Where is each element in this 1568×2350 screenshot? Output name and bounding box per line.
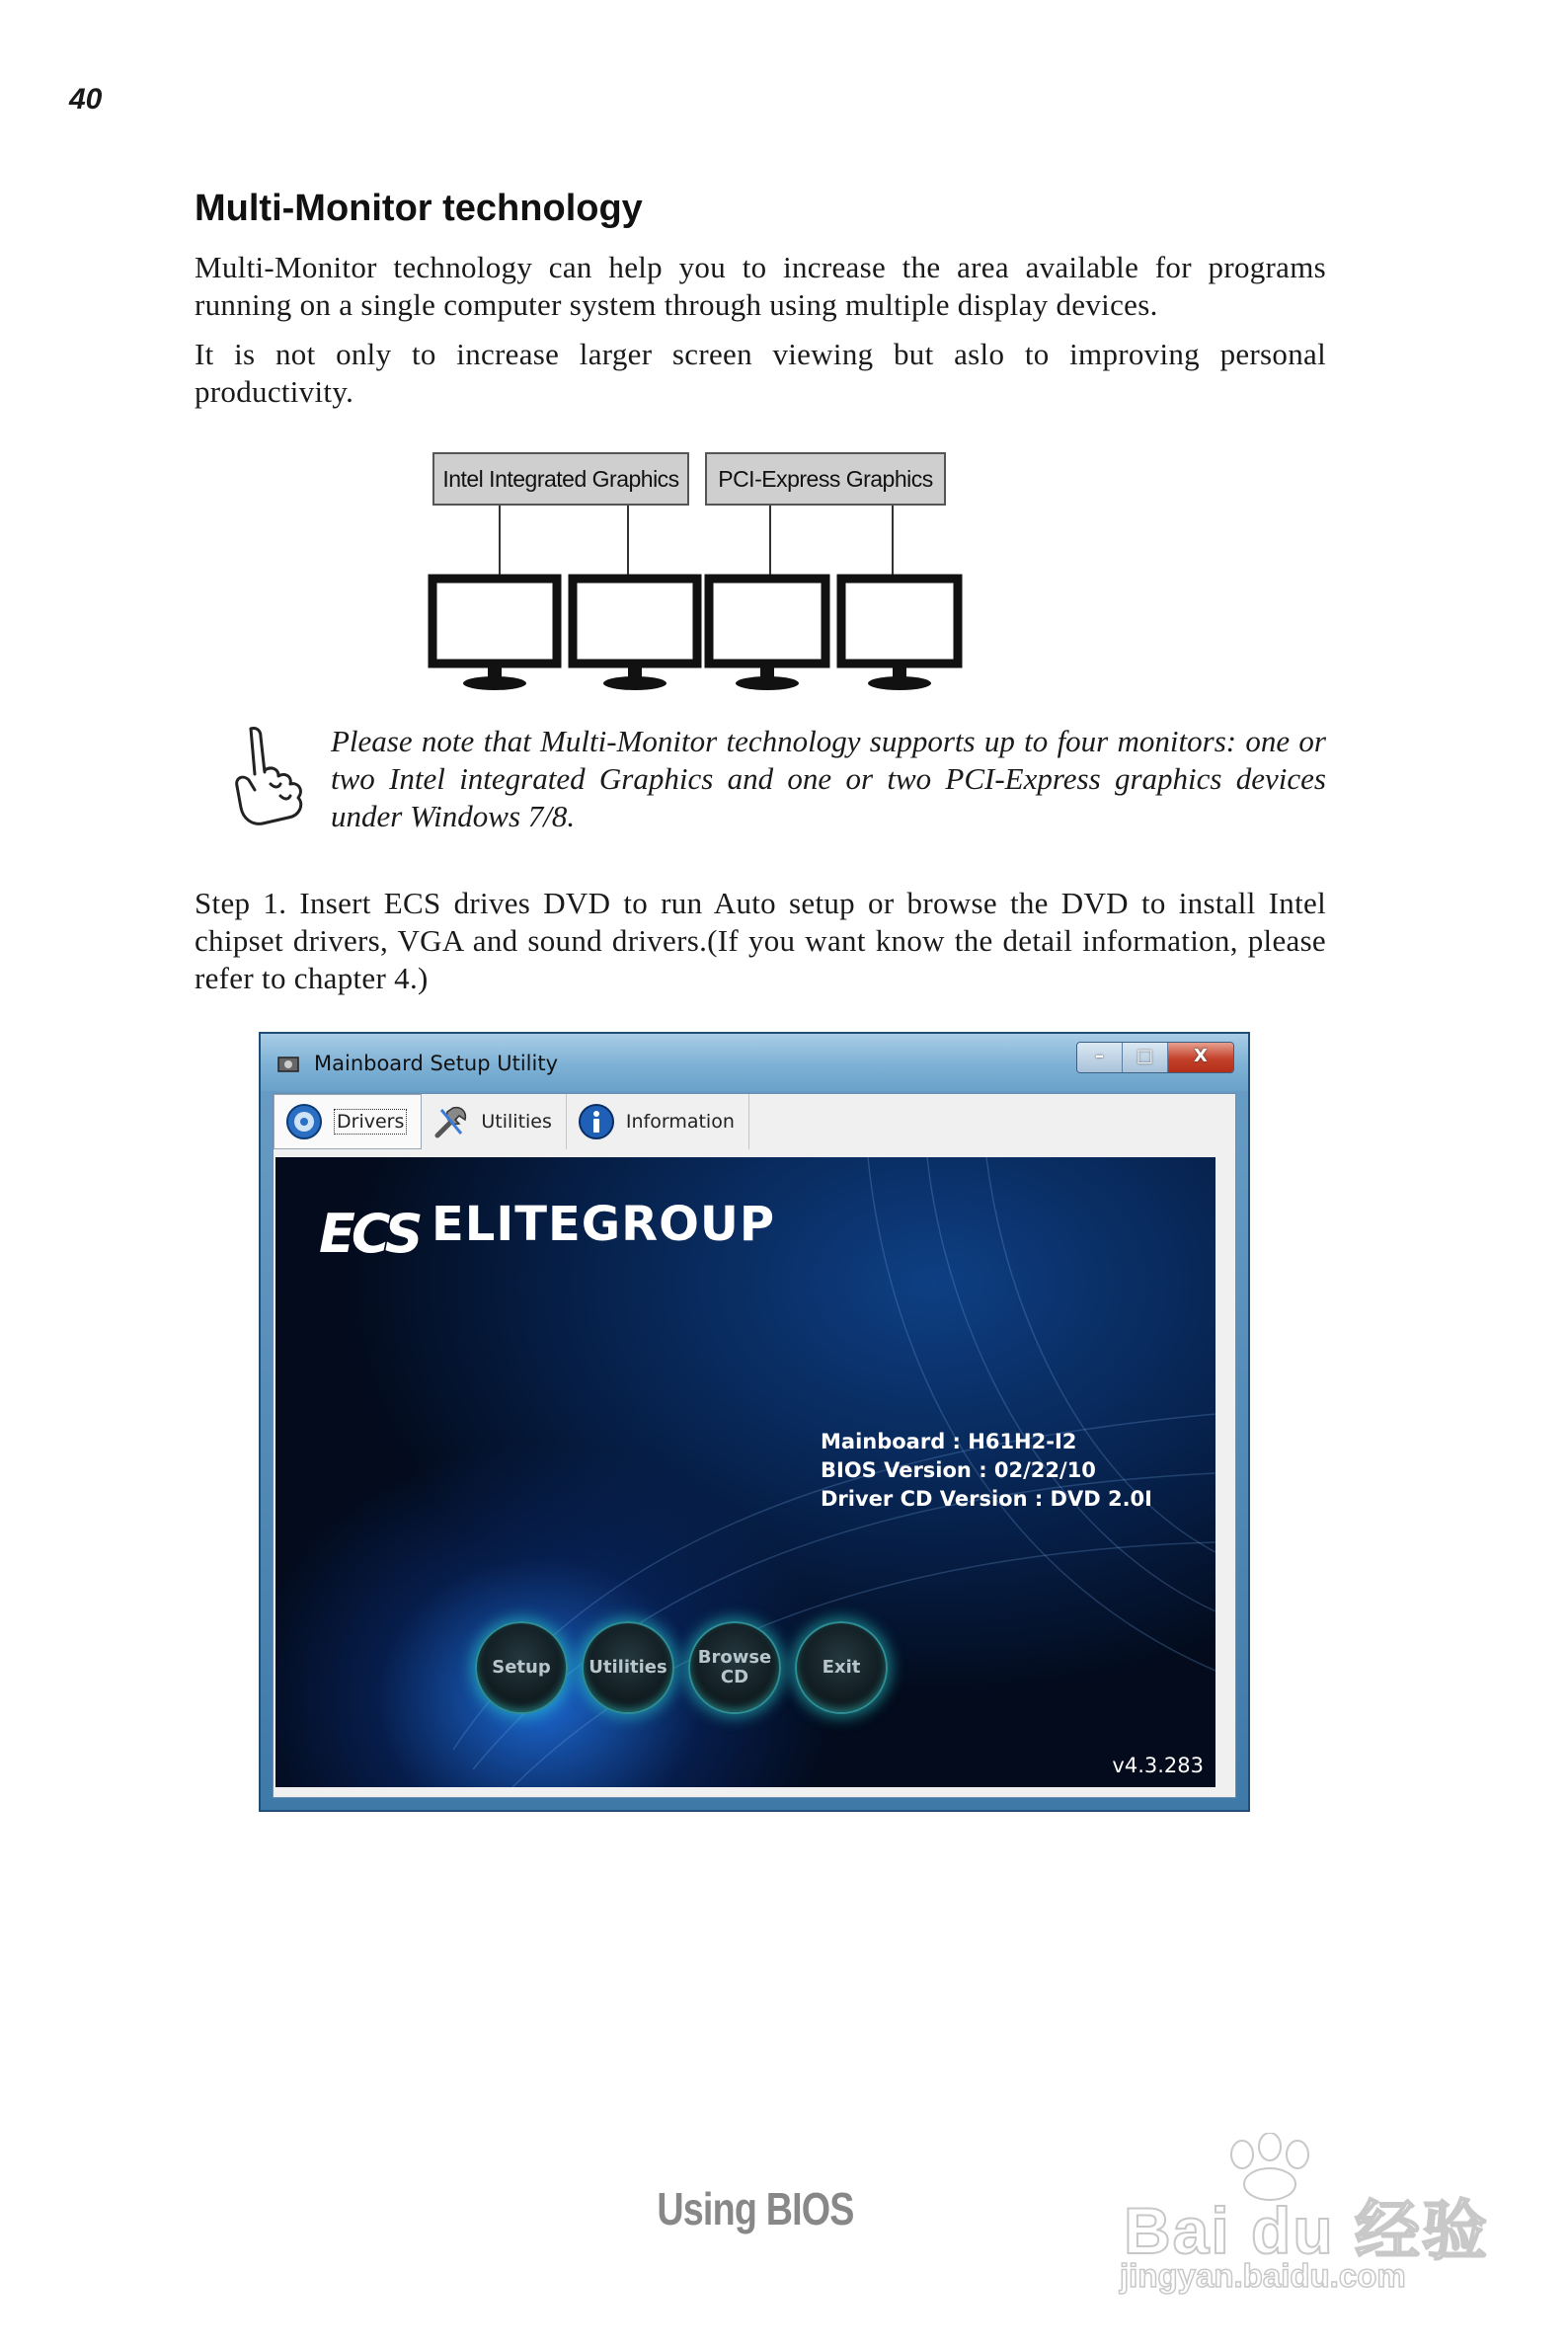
monitor-icon xyxy=(573,579,697,690)
tab-drivers-label: Drivers xyxy=(334,1109,407,1135)
cd-icon xyxy=(284,1102,324,1141)
intel-graphics-box: Intel Integrated Graphics xyxy=(432,452,689,506)
minimize-button[interactable]: – xyxy=(1077,1043,1123,1072)
tab-utilities[interactable] xyxy=(422,1094,567,1149)
maximize-button[interactable]: □ xyxy=(1123,1043,1168,1072)
tab-drivers[interactable] xyxy=(274,1094,422,1149)
watermark-url: jingyan.baidu.com xyxy=(1120,2257,1406,2294)
tab-utilities-label: Utilities xyxy=(481,1111,552,1133)
exit-button[interactable]: Exit xyxy=(795,1621,888,1714)
close-button[interactable]: X xyxy=(1168,1043,1233,1072)
driver-banner xyxy=(275,1157,1215,1787)
tools-icon xyxy=(431,1102,471,1141)
page-number: 40 xyxy=(69,83,103,116)
watermark-brand: Bai du 经验 xyxy=(1124,2194,1490,2267)
utilities-button[interactable]: Utilities xyxy=(582,1621,674,1714)
utility-version: v4.3.283 xyxy=(1112,1754,1204,1777)
step-1-text: Step 1. Insert ECS drives DVD to run Auto setup or browse the DVD to install Intel chipset drivers, VGA and sound drivers.(If you want know the detail information, please refer to chapter 4.) xyxy=(195,886,1326,995)
window-client-area xyxy=(273,1093,1236,1798)
brand-name: ELITEGROUP xyxy=(431,1197,776,1252)
note-text: Please note that Multi-Monitor technology supports up to four monitors: one or two Intel integrated Graphics and one or two PCI-Express graphics devices under Windows 7/8. xyxy=(331,724,1326,833)
ecs-logo: ECS xyxy=(319,1203,420,1265)
board-info xyxy=(821,1428,1152,1514)
tab-bar xyxy=(274,1094,749,1149)
mainboard-model: Mainboard : H61H2-I2 xyxy=(821,1430,1077,1453)
window-title: Mainboard Setup Utility xyxy=(314,1052,559,1075)
monitor-icon xyxy=(709,579,825,690)
setup-button[interactable]: Setup xyxy=(475,1621,568,1714)
monitor-connections xyxy=(425,452,978,699)
setup-utility-window xyxy=(259,1032,1250,1812)
monitor-icon xyxy=(841,579,958,690)
intro-paragraph: Multi-Monitor technology can help you to increase the area available for programs running on a single computer system through using multiple display devices. xyxy=(195,250,1326,322)
window-controls xyxy=(1076,1042,1234,1073)
app-icon xyxy=(276,1054,300,1075)
section-heading: Multi-Monitor technology xyxy=(195,188,643,229)
pointing-hand-icon xyxy=(225,723,310,831)
window-titlebar[interactable] xyxy=(261,1034,1248,1091)
info-icon xyxy=(577,1102,616,1141)
page-footer: Using BIOS xyxy=(657,2183,854,2234)
pci-express-graphics-box: PCI-Express Graphics xyxy=(705,452,946,506)
browse-cd-button[interactable]: Browse CD xyxy=(688,1621,781,1714)
baidu-watermark xyxy=(1114,2133,1489,2311)
productivity-paragraph: It is not only to increase larger screen viewing but aslo to improving personal productivity. xyxy=(195,337,1326,409)
driver-cd-version: Driver CD Version : DVD 2.0I xyxy=(821,1487,1152,1511)
tab-information[interactable] xyxy=(567,1094,749,1149)
bios-version: BIOS Version : 02/22/10 xyxy=(821,1458,1096,1482)
monitor-icon xyxy=(432,579,557,690)
tab-information-label: Information xyxy=(625,1111,735,1133)
